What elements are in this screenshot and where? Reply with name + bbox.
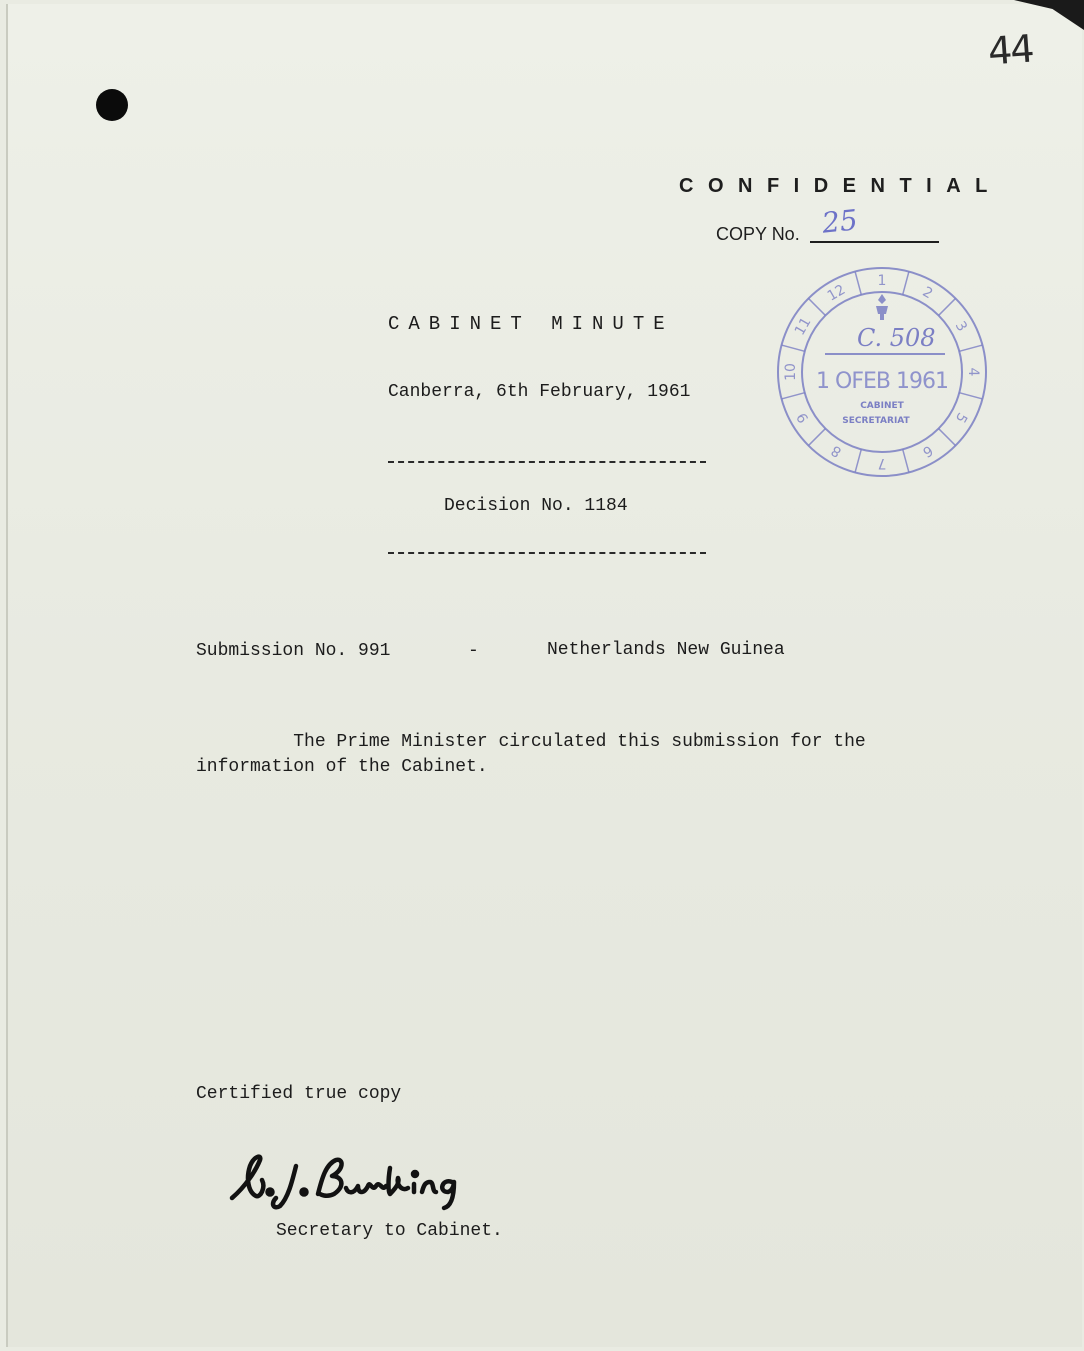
stamp-ring-digit: 12	[824, 281, 849, 305]
stamp-ring-tick	[855, 272, 861, 295]
stamp-ring-tick	[855, 449, 861, 472]
copy-number-label: COPY No.	[716, 224, 800, 244]
stamp-ring-digit: 7	[877, 455, 887, 471]
stamp-date: 1 OFEB 1961	[816, 369, 948, 394]
stamp-ring-tick	[808, 298, 825, 315]
submission-subject: Netherlands New Guinea	[547, 640, 785, 660]
dashed-rule-top	[388, 461, 706, 463]
stamp-ring-digit: 8	[828, 441, 845, 460]
stamp-ring-digit: 5	[951, 409, 970, 426]
decision-number: Decision No. 1184	[444, 496, 628, 516]
stamp-office-line2: SECRETARIAT	[842, 416, 910, 426]
copy-number-value: 25	[820, 203, 860, 240]
stamp-ring-digit: 2	[919, 284, 936, 303]
stamp-ring-tick	[939, 429, 956, 446]
signatory-title: Secretary to Cabinet.	[276, 1221, 503, 1241]
dashed-rule-bottom	[388, 552, 706, 554]
stamp-ring-digit: 11	[791, 314, 815, 339]
document-title: CABINET MINUTE	[388, 313, 674, 335]
stamp-ring-digit: 3	[951, 318, 970, 335]
punch-hole	[96, 89, 128, 121]
submission-number: Submission No. 991	[196, 641, 391, 661]
stamp-ring-tick	[782, 345, 805, 351]
stamp-reference: C. 508	[857, 324, 936, 352]
minute-body-line1: The Prime Minister circulated this submission for the	[196, 732, 866, 752]
stamp-ring-tick	[903, 449, 909, 472]
stamp-ring-tick	[959, 393, 982, 399]
minute-body	[196, 730, 936, 780]
paper-sheet	[6, 4, 1082, 1347]
stamp-ring-tick	[782, 393, 805, 399]
copy-number-underline	[810, 241, 939, 243]
stamp-ring-tick	[959, 345, 982, 351]
stamp-ring-tick	[808, 429, 825, 446]
submission-separator: -	[468, 641, 479, 661]
certification-label: Certified true copy	[196, 1084, 402, 1104]
stamp-crest-icon	[876, 294, 888, 320]
stamp-ring-tick	[903, 272, 909, 295]
place-and-date: Canberra, 6th February, 1961	[388, 382, 691, 402]
handwritten-signature	[226, 1148, 462, 1212]
stamp-ring-digit: 10	[783, 363, 799, 381]
cabinet-secretariat-stamp	[773, 262, 991, 482]
page-number: 44	[986, 26, 1034, 74]
stamp-ring-digit: 6	[919, 441, 936, 460]
stamp-office-line1: CABINET	[860, 401, 904, 411]
stamp-ring-tick	[939, 298, 956, 315]
stamp-ring-digit: 1	[877, 273, 887, 289]
classification-heading: CONFIDENTIAL	[679, 175, 1002, 197]
minute-body-line2: information of the Cabinet.	[196, 757, 488, 777]
stamp-ring-digit: 4	[965, 367, 981, 377]
stamp-ring-digit: 9	[794, 409, 813, 426]
